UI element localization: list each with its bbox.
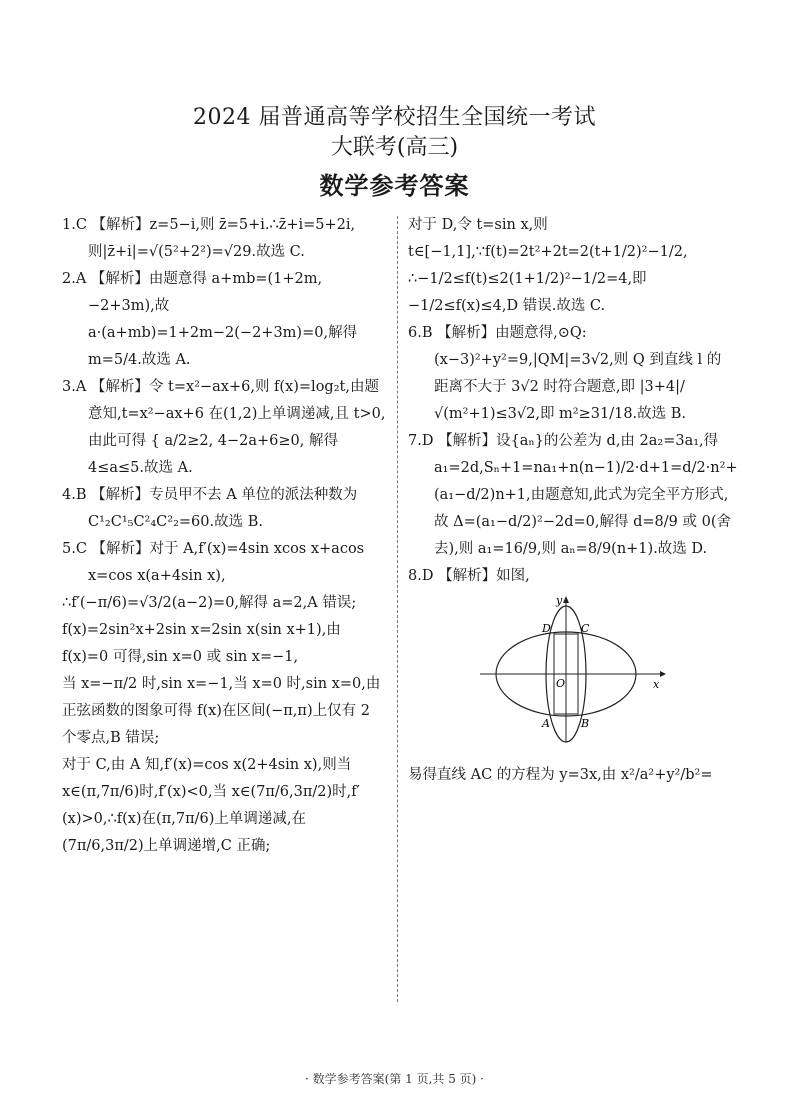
answer-1: 1.C 【解析】z=5−i,则 z̄=5+i.∴z̄+i=5+2i,则|z̄+i|=√(5²+2²)=√29.故选 C. xyxy=(62,217,356,260)
label-d: D xyxy=(542,622,551,635)
ellipse-diagram xyxy=(478,594,668,744)
answer-3: 3.A 【解析】令 t=x²−ax+6,则 f(x)=log₂t,由题意知,t=x²−ax+6 在(1,2)上单调递减,且 t>0,由此可得 { a/2≥2, 4−2a+6≥0, 解得 4≤a≤5.故选 A. xyxy=(62,379,386,476)
label-o: O xyxy=(556,677,566,690)
answer-5-part-b2: 当 x=−π/2 时,sin x=−1,当 x=0 时,sin x=0,由正弦函数的图象可得 f(x)在区间(−π,π)上仅有 2 个零点,B 错误; xyxy=(62,676,381,746)
left-column xyxy=(62,212,387,860)
answer-4: 4.B 【解析】专员甲不去 A 单位的派法种数为 C¹₂C¹₅C²₄C²₂=60.故选 B. xyxy=(62,487,358,530)
label-x: x xyxy=(653,678,660,691)
right-column xyxy=(408,212,738,789)
answer-7: 7.D 【解析】设{aₙ}的公差为 d,由 2a₂=3a₁,得 a₁=2d,Sₙ+1=na₁+n(n−1)/2·d+1=d/2·n²+(a₁−d/2)n+1,由题意知,此式为完全平方形式,故 Δ=(a₁−d/2)²−2d=0,解得 d=8/9 或 0(舍去),则 a₁=16/9,则 aₙ=8/9(n+1).故选 D. xyxy=(408,433,738,557)
answer-8: 8.D 【解析】如图, xyxy=(408,568,530,584)
answer-5-part-d1: 对于 D,令 t=sin x,则 t∈[−1,1],∵f(t)=2t²+2t=2(t+1/2)²−1/2, xyxy=(408,217,688,260)
answer-8-continued: 易得直线 AC 的方程为 y=3x,由 x²/a²+y²/b²= xyxy=(408,767,713,783)
answer-2: 2.A 【解析】由题意得 a+mb=(1+2m,−2+3m),故 a·(a+mb)=1+2m−2(−2+3m)=0,解得 m=5/4.故选 A. xyxy=(62,271,358,368)
answer-6: 6.B 【解析】由题意得,⊙Q:(x−3)²+y²=9,|QM|=3√2,则 Q 到直线 l 的距离不大于 3√2 时符合题意,即 |3+4|/√(m²+1)≤3√2,即 m²≥31/18.故选 B. xyxy=(408,325,722,422)
x-axis-arrow xyxy=(660,671,666,677)
answer-5-part-d2: ∴−1/2≤f(t)≤2(1+1/2)²−1/2=4,即 −1/2≤f(x)≤4,D 错误.故选 C. xyxy=(408,271,647,314)
ellipse-figure xyxy=(478,594,733,754)
y-axis-arrow xyxy=(563,596,569,603)
label-c: C xyxy=(581,622,590,635)
answer-5-part-c: 对于 C,由 A 知,f′(x)=cos x(2+4sin x),则当 x∈(π,7π/6)时,f′(x)<0,当 x∈(7π/6,3π/2)时,f′(x)>0,∴f(x)在(π,7π/6)上单调递减,在(7π/6,3π/2)上单调递增,C 正确; xyxy=(62,757,360,854)
label-b: B xyxy=(581,717,590,730)
label-y: y xyxy=(556,594,563,607)
exam-subtitle: 大联考(高三) xyxy=(330,135,459,160)
answer-5: 5.C 【解析】对于 A,f′(x)=4sin xcos x+acos x=cos x(a+4sin x), xyxy=(62,541,365,584)
answer-5-part-a: ∴f′(−π/6)=√3/2(a−2)=0,解得 a=2,A 错误; xyxy=(62,595,357,611)
column-divider xyxy=(397,216,398,1002)
page-footer: · 数学参考答案(第 1 页,共 5 页) · xyxy=(305,1072,484,1086)
exam-title: 2024 届普通高等学校招生全国统一考试 xyxy=(193,105,596,130)
page-title: 数学参考答案 xyxy=(319,171,470,200)
answer-5-part-b1: f(x)=2sin²x+2sin x=2sin x(sin x+1),由 f(x)=0 可得,sin x=0 或 sin x=−1, xyxy=(62,622,341,665)
label-a: A xyxy=(542,717,550,730)
